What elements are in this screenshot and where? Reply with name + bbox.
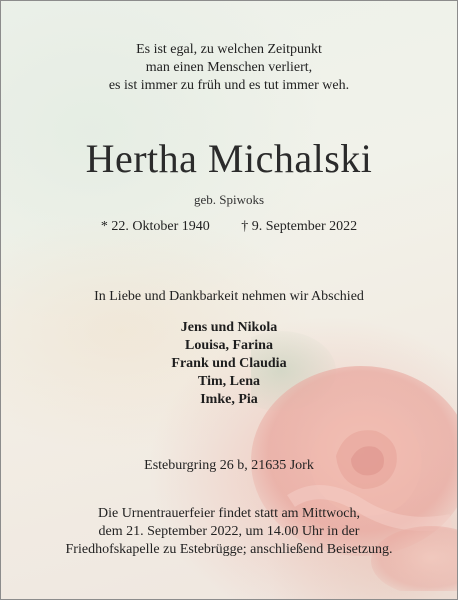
poem-line: man einen Menschen verliert,: [145, 60, 313, 75]
life-dates: [1, 219, 457, 235]
address: Esteburgring 26 b, 21635 Jork: [144, 458, 314, 473]
mourner-name: Tim, Lena: [198, 374, 260, 389]
mourner-name: Imke, Pia: [200, 392, 258, 407]
mourners-list: [1, 319, 457, 409]
funeral-line: dem 21. September 2022, um 14.00 Uhr in der: [98, 524, 360, 539]
poem-line: Es ist egal, zu welchen Zeitpunkt: [136, 42, 322, 57]
funeral-line: Die Urnentrauerfeier findet statt am Mittwoch,: [97, 506, 360, 521]
mourner-name: Louisa, Farina: [185, 338, 273, 353]
maiden-name: geb. Spiwoks: [193, 192, 265, 207]
birth-date: * 22. Oktober 1940: [100, 219, 210, 234]
deceased-name: Hertha Michalski: [85, 136, 373, 181]
mourner-name: Frank und Claudia: [171, 356, 287, 371]
poem-quote: [1, 41, 457, 95]
funeral-line: Friedhofskapelle zu Estebrügge; anschließend Beisetzung.: [65, 542, 393, 557]
poem-line: es ist immer zu früh und es tut immer weh.: [108, 78, 350, 93]
death-date: † 9. September 2022: [241, 219, 358, 234]
farewell-text: In Liebe und Dankbarkeit nehmen wir Abschied: [94, 289, 364, 304]
funeral-notice: [1, 505, 457, 559]
mourner-name: Jens und Nikola: [180, 320, 278, 335]
